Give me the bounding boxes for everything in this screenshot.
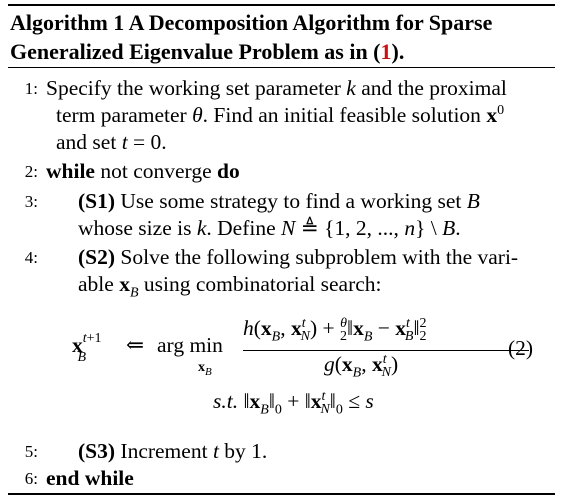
while-statement: while not converge do [46,159,240,183]
argmin-operator: arg min [157,333,223,357]
step-s3-text: (S3) Increment t by 1. [78,439,268,463]
end-while-statement: end while [46,466,134,490]
caption-title-a: A Decomposition Algorithm for Sparse [128,10,493,35]
argmin-subscript: $x_B$ [198,360,212,378]
caption-title-b: Generalized Eigenvalue Problem as in ( [10,39,381,64]
line-number: 3: [24,192,38,211]
line-number: 2: [24,162,38,181]
line-number: 4: [24,248,38,267]
caption-line-2 [10,37,555,66]
step-s1-text-b: whose size is k. Define N ≜ {1, 2, ..., n} \ B. [78,216,461,240]
step-1-text-b: term parameter θ. Find an initial feasible solution $x^0$ [56,102,505,127]
bottom-rule [8,493,555,495]
step-1-text-a: Specify the working set parameter k and the proximal [46,76,507,100]
fraction-numerator: $h(x_B$, $x^t_N) + \theta$ $2‖x_B$ − $x^t_B‖^2_2$ [243,315,427,345]
step-s2-text-a: (S2) Solve the following subproblem with the vari- [78,245,519,269]
algorithm-label: Algorithm 1 [10,10,125,35]
caption-title-end: ). [391,39,405,64]
equation-reference-link[interactable]: 1 [380,39,392,64]
equation-lhs: $x^{t+1}_B$ [72,330,102,366]
step-s2-text-b: able $x_B$ using combinatorial search: [78,272,382,301]
line-number: 6: [24,469,38,488]
step-s1-text-a: (S1) Use some strategy to find a working set B [78,189,480,213]
algorithm-caption [10,8,555,66]
equation-number: (2) [508,336,534,360]
caption-line-1 [10,8,555,37]
fraction-denominator: $g(x_B$, $x^t_N$) [324,351,399,381]
assign-arrow: ⇐ [126,333,145,357]
top-rule [8,4,555,6]
constraint: s.t. $‖x_B‖_0$ + $‖x^t_N‖_0 \le s$ [213,388,374,418]
line-number: 5: [24,442,38,461]
step-1-text-c: and set t = 0. [56,130,167,154]
line-number: 1: [24,79,38,98]
caption-rule [8,67,555,68]
